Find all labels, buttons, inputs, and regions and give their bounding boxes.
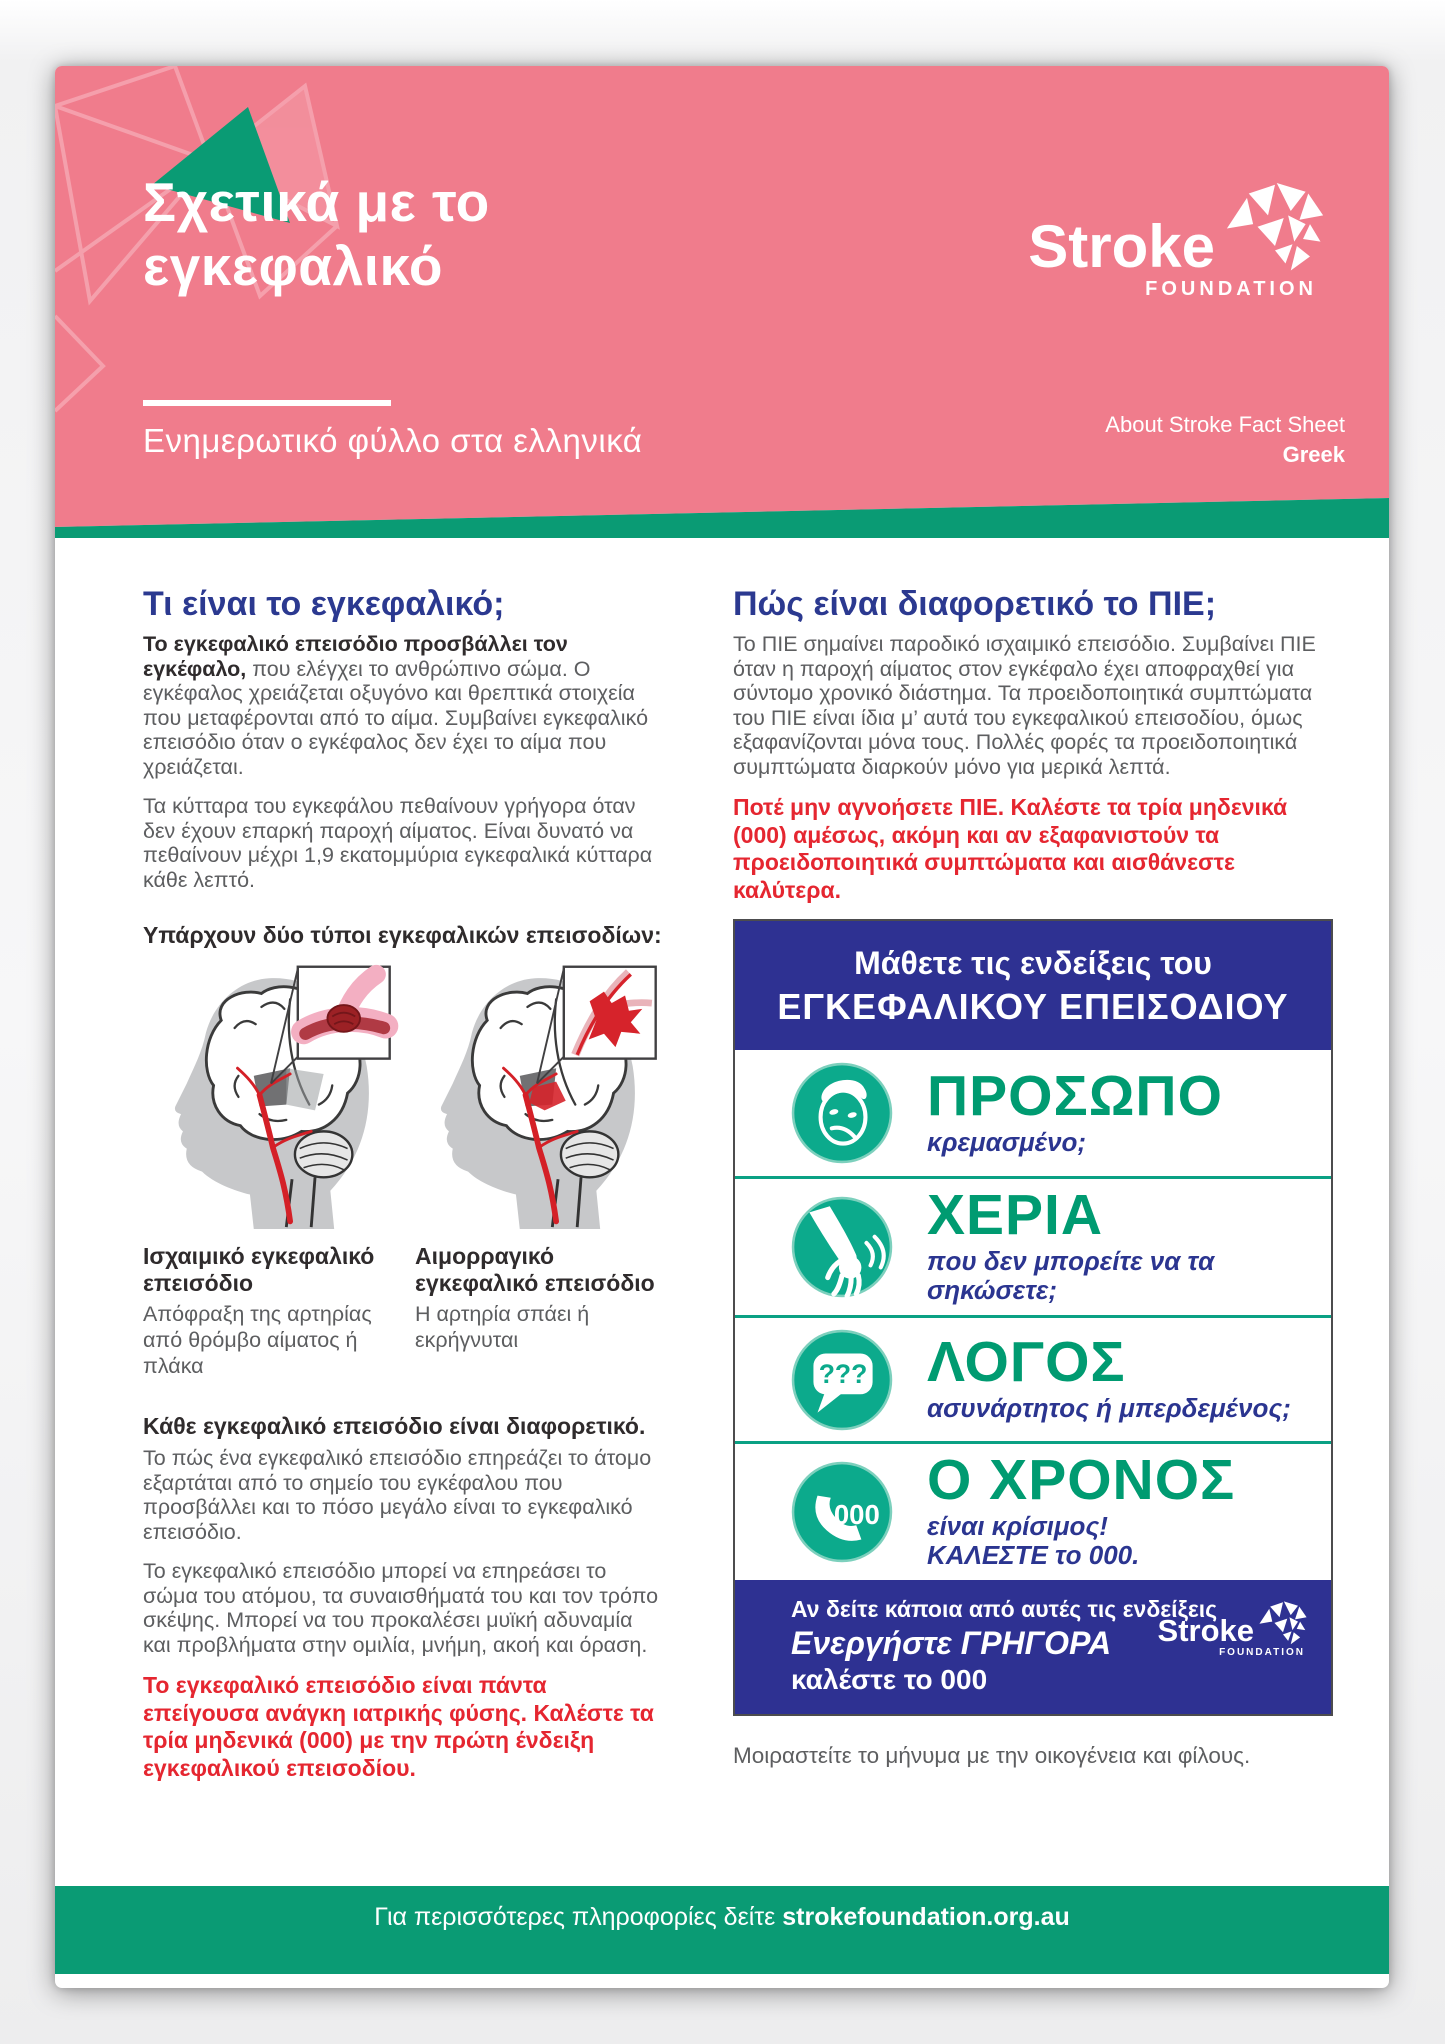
sign-row-face — [735, 1050, 1331, 1176]
sign-desc-time-2: ΚΑΛΕΣΤΕ το 000. — [927, 1540, 1140, 1570]
haemorrhagic-caption-desc: Η αρτηρία σπάει ή εκρήγνυται — [415, 1302, 590, 1352]
page-title — [143, 170, 490, 298]
signs-logo-foundation-label: FOUNDATION — [1219, 1647, 1305, 1658]
phone-icon-label: 000 — [833, 1499, 880, 1531]
phone-000-icon — [791, 1461, 893, 1563]
fast-label: ΓΡΗΓΟΡΑ — [960, 1625, 1112, 1661]
right-column — [733, 585, 1333, 1797]
haemorrhagic-caption — [415, 1243, 665, 1379]
signs-box-footer — [735, 1580, 1331, 1714]
brain-cells-paragraph: Τα κύτταρα του εγκεφάλου πεθαίνουν γρήγορα όταν δεν έχουν επαρκή παροχή αίματος. Είναι δυνατό να πεθαίνουν μέχρι 1,9 εκατομμύρια εγκεφαλικά κύτταρα κάθε λεπτό. — [143, 794, 653, 892]
logo-foundation-label: FOUNDATION — [1145, 278, 1317, 300]
logo-wordmark: Stroke — [1028, 213, 1215, 280]
what-is-stroke-heading: Τι είναι το εγκεφαλικό; — [143, 585, 505, 623]
sign-word-face: ΠΡΟΣΩΠΟ — [927, 1063, 1223, 1128]
page-subtitle: Ενημερωτικό φύλλο στα ελληνικά — [143, 422, 643, 459]
footer-info-text: Για περισσότερες πληροφορίες δείτε — [374, 1903, 783, 1931]
every-stroke-different-heading: Κάθε εγκεφαλικό επεισόδιο είναι διαφορετικό. — [143, 1413, 646, 1439]
footer-website-url: strokefoundation.org.au — [782, 1903, 1070, 1931]
header-meta — [1105, 410, 1345, 470]
brain-logo-icon — [1221, 176, 1329, 274]
stroke-type-captions — [143, 1243, 665, 1379]
stroke-foundation-logo — [1028, 176, 1329, 301]
sign-desc-time: είναι κρίσιμος! — [927, 1511, 1108, 1541]
tia-heading: Πώς είναι διαφορετικό το ΠΙΕ; — [733, 585, 1217, 623]
signs-footer-line3: καλέστε το 000 — [791, 1664, 988, 1695]
speech-icon-label: ??? — [818, 1358, 868, 1389]
stroke-intro-bold: Το εγκεφαλικό επεισόδιο προσβάλλει τον εγκέφαλο, — [143, 632, 568, 681]
share-message-text: Μοιραστείτε το μήνυμα με την οικογένεια και φίλους. — [733, 1743, 1251, 1768]
page-title-line2: εγκεφαλικό — [143, 235, 443, 297]
sign-desc-arms: που δεν μπορείτε να τα σηκώσετε; — [927, 1246, 1215, 1305]
stroke-intro-rest: που ελέγχει το ανθρώπινο σώμα. Ο εγκέφαλος χρειάζεται οξυγόνο και θρεπτικά στοιχεία που μεταφέρονται από το αίμα. Συμβαίνει εγκεφαλικό επεισόδιο όταν ο εγκέφαλος δεν έχει το αίμα που χρειάζεται. — [143, 656, 649, 779]
sign-desc-speech: ασυνάρτητος ή μπερδεμένος; — [927, 1393, 1291, 1423]
signs-footer-line1: Αν δείτε κάποια από αυτές τις ενδείξεις — [791, 1596, 1218, 1622]
speech-bubble-icon — [791, 1329, 893, 1431]
tia-warning: Ποτέ μην αγνοήσετε ΠΙΕ. Καλέστε τα τρία μηδενικά (000) αμέσως, ακόμη και αν εξαφανιστούν τα προειδοποιητικά συμπτώματα και αισθάνεστε καλύτερα. — [733, 794, 1288, 903]
main-content — [55, 538, 1389, 1797]
ischaemic-stroke-illustration — [143, 961, 399, 1229]
stroke-effects-paragraph2: Το εγκεφαλικό επεισόδιο μπορεί να επηρεάσει το σώμα του ατόμου, τα συναισθήματά του και τον τρόπο σκέψης. Μπορεί να του προκαλέσει μυϊκή αδυναμία και προβλήματα στην ομιλία, μνήμη, ακοή και όραση. — [143, 1559, 659, 1657]
signs-brain-logo-icon — [1257, 1598, 1309, 1646]
stroke-effects-paragraph1: Το πώς ένα εγκεφαλικό επεισόδιο επηρεάζει το άτομο εξαρτάται από το σημείο του εγκέφαλου που προσβάλλει και το πόσο μεγάλο είναι το εγκεφαλικό επεισόδιο. — [143, 1446, 652, 1544]
emergency-warning-left: Το εγκεφαλικό επεισόδιο είναι πάντα επείγουσα ανάγκη ιατρικής φύσης. Καλέστε τα τρία μηδενικά (000) με την πρώτη ένδειξη εγκεφαλικού επεισοδίου. — [143, 1672, 654, 1781]
ischaemic-caption-title: Ισχαιμικό εγκεφαλικό επεισόδιο — [143, 1243, 375, 1296]
sign-word-time: Ο ΧΡΟΝΟΣ — [927, 1448, 1236, 1512]
footer-band — [55, 1886, 1389, 1974]
ischaemic-caption — [143, 1243, 393, 1379]
two-types-heading: Υπάρχουν δύο τύποι εγκεφαλικών επεισοδίων: — [143, 922, 662, 948]
stroke-intro-paragraph — [143, 632, 665, 779]
signs-box-title-line1: Μάθετε τις ενδείξεις του — [854, 945, 1212, 981]
stroke-signs-box — [733, 919, 1333, 1716]
sign-row-arms — [735, 1176, 1331, 1315]
sign-desc-face: κρεμασμένο; — [927, 1126, 1087, 1157]
signs-box-logo — [1158, 1598, 1309, 1658]
sign-word-arms: ΧΕΡΙΑ — [927, 1183, 1104, 1247]
sign-row-speech — [735, 1315, 1331, 1441]
fact-sheet-label: About Stroke Fact Sheet — [1105, 412, 1345, 437]
sign-word-speech: ΛΟΓΟΣ — [927, 1330, 1126, 1394]
title-underline — [143, 400, 391, 406]
left-column — [143, 585, 665, 1797]
tia-paragraph: Το ΠΙΕ σημαίνει παροδικό ισχαιμικό επεισόδιο. Συμβαίνει ΠΙΕ όταν η παροχή αίματος στον εγκέφαλο έχει αποφραχθεί για σύντομο χρονικό διάστημα. Τα προειδοποιητικά συμπτώματα του ΠΙΕ είναι ίδια μ’ αυτά του εγκεφαλικού επεισοδίου, όμως εξαφανίζονται μόνα τους. Πολλές φορές τα προειδοποιητικά συμπτώματα διαρκούν μόνο για μερικά λεπτά. — [733, 632, 1316, 779]
haemorrhagic-stroke-illustration — [409, 961, 665, 1229]
haemorrhagic-caption-title: Αιμορραγικό εγκεφαλικό επεισόδιο — [415, 1243, 655, 1296]
ischaemic-caption-desc: Απόφραξη της αρτηρίας από θρόμβο αίματος ή πλάκα — [143, 1302, 372, 1378]
fact-sheet-page — [55, 66, 1389, 1988]
drooping-face-icon — [791, 1062, 893, 1164]
page-title-line1: Σχετικά με το — [143, 171, 490, 233]
header — [55, 66, 1389, 538]
language-label: Greek — [1282, 442, 1345, 467]
signs-box-title-line2: ΕΓΚΕΦΑΛΙΚΟΥ ΕΠΕΙΣΟΔΙΟΥ — [777, 986, 1289, 1027]
sign-row-time — [735, 1441, 1331, 1580]
signs-logo-wordmark: Stroke — [1157, 1613, 1254, 1648]
stroke-types-illustration — [143, 961, 665, 1229]
weak-arm-icon — [791, 1196, 893, 1298]
signs-box-header — [735, 921, 1331, 1050]
act-label: Ενεργήστε — [791, 1625, 961, 1661]
